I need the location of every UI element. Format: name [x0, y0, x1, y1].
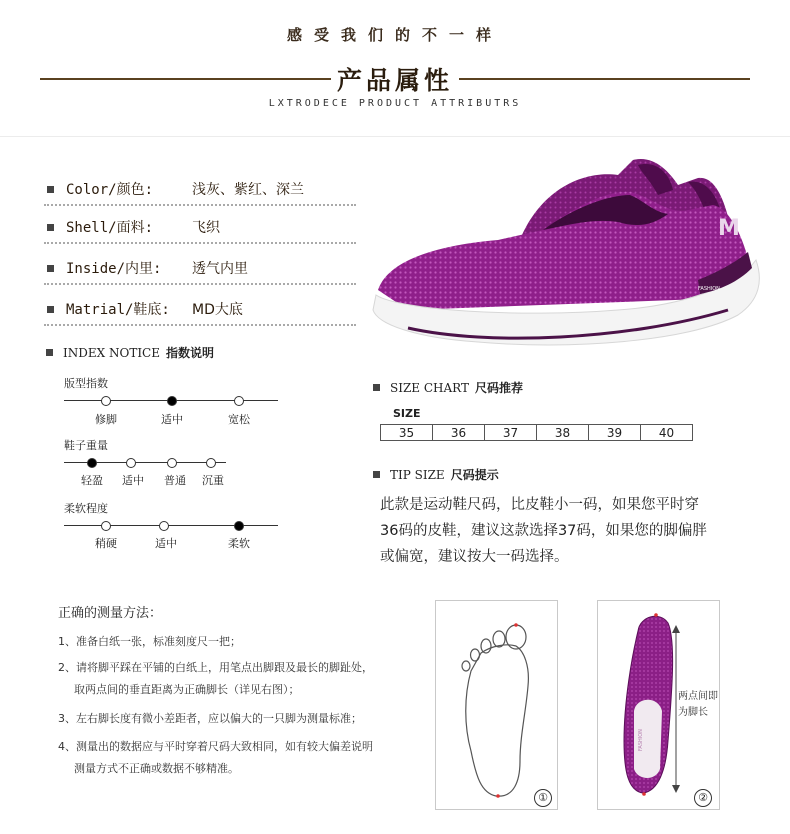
size-chart-en: SIZE CHART: [390, 380, 470, 395]
divider: [0, 136, 790, 137]
shoe-product-image: [368, 150, 768, 370]
index-notice-heading: [46, 344, 214, 361]
attribute-row-color: [44, 174, 356, 206]
section-subtitle: LXTRODECE PRODUCT ATTRIBUTRS: [268, 98, 522, 109]
size-cell: 40: [641, 425, 693, 441]
bullet-icon: [47, 265, 54, 272]
attribute-key: Inside/内里:: [66, 261, 162, 277]
measure-step: 1、准备白纸一张，标准刻度尺一把；: [58, 635, 241, 648]
section-title: 产品属性: [337, 66, 454, 95]
shoe-logo-mark: M: [718, 216, 740, 241]
scale-option: 柔软: [228, 537, 250, 550]
attribute-row-sole: [44, 294, 356, 326]
attribute-key: Matrial/鞋底:: [66, 302, 170, 318]
attribute-value: MD大底: [192, 302, 243, 318]
attribute-key: Color/颜色:: [66, 182, 154, 198]
section-title-row: [40, 62, 750, 96]
scale-option: 适中: [161, 413, 183, 426]
size-cell: 35: [381, 425, 433, 441]
foot-sole-outline: [466, 645, 529, 796]
bullet-icon: [47, 224, 54, 231]
toe: [493, 631, 505, 647]
scale-option: 稍硬: [95, 537, 117, 550]
tip-size-text: 此款是运动鞋尺码，比皮鞋小一码，如果您平时穿36码的皮鞋，建议这款选择37码，如果您的脚偏胖或偏宽，建议按大一码选择。: [380, 497, 707, 565]
attribute-value: 浅灰、紫红、深兰: [192, 182, 304, 198]
figure-number-1: ①: [534, 789, 552, 807]
measure-step-continued: 取两点间的垂直距离为正确脚长（详见右图）；: [74, 683, 300, 696]
measure-title: 正确的测量方法：: [58, 606, 163, 621]
index-notice-en: INDEX NOTICE: [63, 345, 161, 360]
scale-dot-selected: [167, 396, 177, 406]
scale-dot: [167, 458, 177, 468]
measure-step-continued: 测量方式不正确或数据不够精准。: [74, 762, 239, 775]
scale-option: 适中: [122, 474, 144, 487]
bullet-icon: [47, 186, 54, 193]
tip-size-zh: 尺码提示: [450, 468, 499, 482]
index-notice-zh: 指数说明: [166, 346, 215, 360]
bullet-icon: [373, 471, 380, 478]
size-cell: 39: [589, 425, 641, 441]
scale-option: 适中: [155, 537, 177, 550]
scale-dot: [234, 396, 244, 406]
measure-note: 两点间即为脚长: [678, 691, 718, 718]
attribute-value: 飞织: [192, 220, 220, 236]
size-chart-zh: 尺码推荐: [475, 381, 524, 395]
heel-mark-point: [496, 794, 500, 798]
tip-size-en: TIP SIZE: [390, 467, 445, 482]
bullet-icon: [373, 384, 380, 391]
attribute-row-inside: [44, 253, 356, 285]
attribute-value: 透气内里: [192, 261, 248, 277]
scale-dot: [101, 521, 111, 531]
scale-dot: [159, 521, 169, 531]
scale-dot: [126, 458, 136, 468]
size-chart-heading: [373, 379, 523, 396]
figure-number-2: ②: [694, 789, 712, 807]
measure-arrow-bottom: [672, 785, 680, 793]
measure-step: 3、左右脚长度有微小差距者，应以偏大的一只脚为测量标准；: [58, 712, 362, 725]
scale-label: 鞋子重量: [64, 439, 108, 452]
scale-dot-selected: [87, 458, 97, 468]
tagline: 感受我们的不一样: [286, 26, 503, 44]
insole-brand-text: FASHION: [638, 729, 644, 751]
bullet-icon: [46, 349, 53, 356]
heel-mark-point: [642, 792, 646, 796]
title-line-right: [459, 78, 750, 80]
measure-step: 2、请将脚平踩在平铺的白纸上，用笔点出脚跟及最长的脚趾处，: [58, 661, 373, 674]
attribute-key: Shell/面料:: [66, 220, 154, 236]
scale-option: 宽松: [228, 413, 250, 426]
heel-brand-text: FASHION: [698, 286, 720, 292]
scale-option: 轻盈: [81, 474, 103, 487]
toe: [462, 661, 470, 671]
scale-option: 修脚: [95, 413, 117, 426]
scale-label: 版型指数: [64, 377, 108, 390]
tip-size-heading: [373, 466, 499, 483]
toe: [481, 639, 491, 653]
scale-line: [64, 525, 278, 526]
bullet-icon: [47, 306, 54, 313]
foot-outline-illustration: [436, 601, 557, 809]
measure-step: 4、测量出的数据应与平时穿着尺码大致相同，如有较大偏差说明: [58, 740, 373, 753]
size-row: [381, 425, 693, 441]
scale-option: 普通: [164, 474, 186, 487]
foot-outline-figure: [435, 600, 558, 810]
toe-mark-point: [654, 613, 658, 617]
size-cell: 37: [485, 425, 537, 441]
scale-dot: [206, 458, 216, 468]
scale-label: 柔软程度: [64, 502, 108, 515]
title-line-left: [40, 78, 331, 80]
attribute-row-shell: [44, 212, 356, 244]
scale-dot: [101, 396, 111, 406]
scale-option: 沉重: [202, 474, 224, 487]
size-cell: 36: [433, 425, 485, 441]
size-label: SIZE: [393, 407, 421, 420]
shoe-measure-figure: [597, 600, 720, 810]
measure-arrow-top: [672, 625, 680, 633]
scale-dot-selected: [234, 521, 244, 531]
size-cell: 38: [537, 425, 589, 441]
toe-mark-point: [514, 623, 518, 627]
toe: [471, 649, 480, 661]
size-table: [380, 424, 693, 441]
